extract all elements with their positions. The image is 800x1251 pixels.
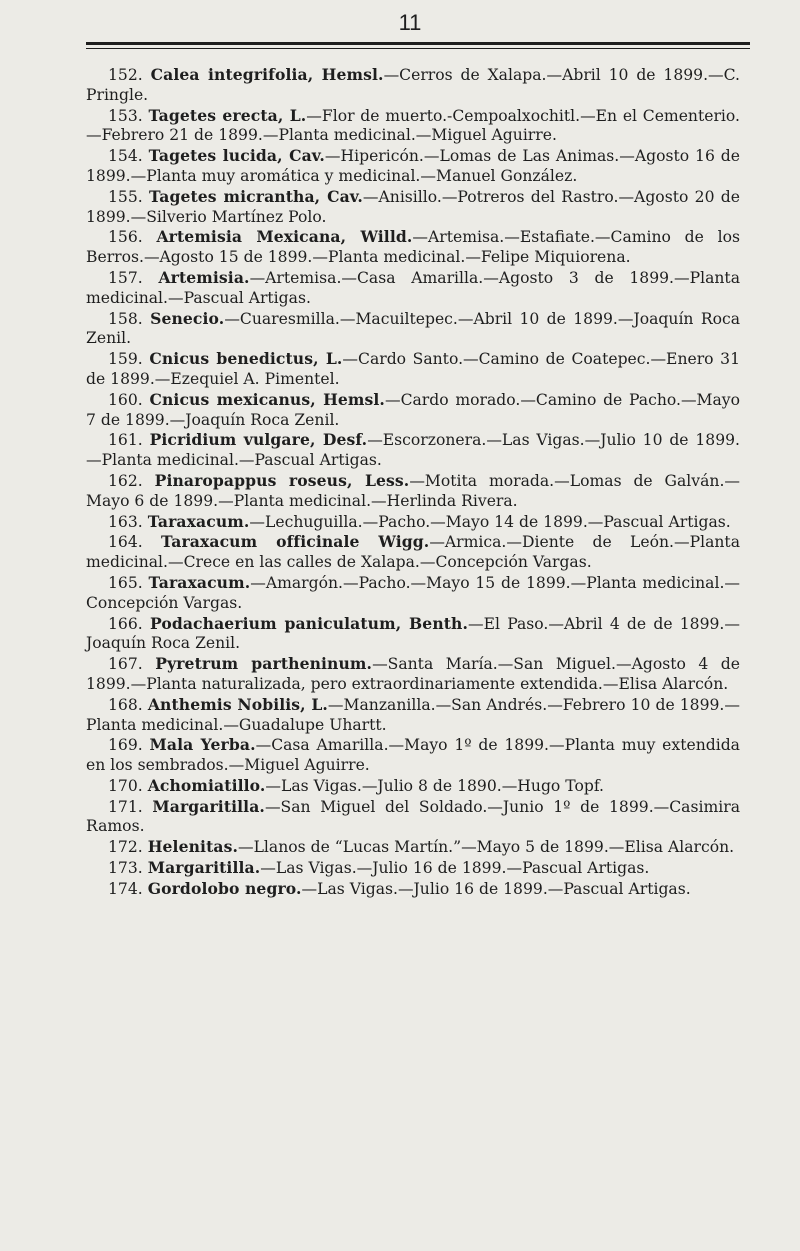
- entry-number: 163.: [108, 512, 143, 531]
- catalog-entry: [86, 654, 740, 695]
- entry-number: 168.: [108, 695, 143, 714]
- entry-number: 174.: [108, 879, 143, 898]
- catalog-entry: [86, 776, 740, 797]
- entry-species-name: Taraxacum.: [147, 511, 250, 531]
- header-rule-thick: [86, 42, 750, 45]
- entry-details: —Las Vigas.—Julio 16 de 1899.—Pascual Artigas.: [260, 859, 650, 878]
- entry-details: —San Miguel del Soldado.—Junio 1º de 1899.—Casimira Ramos.: [86, 797, 740, 836]
- catalog-entry: [86, 735, 740, 776]
- entry-number: 164.: [108, 533, 143, 552]
- entry-species-name: Taraxacum.: [148, 572, 251, 592]
- catalog-entry: [86, 390, 740, 431]
- entry-number: 165.: [108, 573, 143, 592]
- entry-details: —Las Vigas.—Julio 16 de 1899.—Pascual Artigas.: [301, 879, 691, 898]
- entry-details: —Motita morada.—Lomas de Galván.—Mayo 6 de 1899.—Planta medicinal.—Herlinda Rivera.: [86, 471, 740, 510]
- entry-details: —Manzanilla.—San Andrés.—Febrero 10 de 1899.—Planta medicinal.—Guadalupe Uhartt.: [86, 695, 740, 734]
- entry-species-name: Margaritilla.: [152, 796, 265, 816]
- catalog-entry: [86, 879, 740, 900]
- entry-details: —Armica.—Diente de León.—Planta medicinal.—Crece en las calles de Xalapa.—Concepción Vargas.: [86, 533, 740, 572]
- entry-number: 158.: [108, 309, 143, 328]
- entry-species-name: Achomiatillo.: [147, 775, 266, 795]
- entry-details: —Amargón.—Pacho.—Mayo 15 de 1899.—Planta medicinal.—Concepción Vargas.: [86, 573, 740, 612]
- entry-number: 171.: [108, 797, 143, 816]
- catalog-entry: [86, 187, 740, 228]
- entry-number: 160.: [108, 390, 143, 409]
- catalog-entry: [86, 309, 740, 350]
- entry-species-name: Tagetes micrantha, Cav.: [149, 186, 363, 206]
- entry-details: —Hipericón.—Lomas de Las Animas.—Agosto 16 de 1899.—Planta muy aromática y medicinal.—Manuel González.: [86, 147, 740, 185]
- entry-number: 167.: [108, 655, 143, 674]
- entry-number: 170.: [108, 776, 143, 795]
- entry-species-name: Senecio.: [150, 308, 225, 328]
- header-rule-thin: [86, 48, 750, 49]
- entry-number: 153.: [108, 106, 143, 125]
- entry-species-name: Helenitas.: [147, 837, 238, 857]
- entry-details: —Artemisa.—Estafiate.—Camino de los Berros.—Agosto 15 de 1899.—Planta medicinal.—Felipe Miquiorena.: [86, 228, 741, 267]
- catalog-entry: [86, 349, 740, 390]
- entry-number: 172.: [108, 838, 143, 857]
- page-number: 11: [398, 10, 422, 35]
- entry-number: 162.: [108, 471, 143, 490]
- entry-details: —Llanos de “Lucas Martín.”—Mayo 5 de 1899.—Elisa Alarcón.: [237, 838, 735, 857]
- entry-number: 152.: [108, 66, 143, 84]
- entry-species-name: Anthemis Nobilis, L.: [147, 694, 328, 714]
- catalog-entry: [86, 837, 740, 858]
- entry-species-name: Cnicus mexicanus, Hemsl.: [149, 389, 385, 409]
- catalog-entry: [86, 430, 740, 471]
- entry-details: —Cuaresmilla.—Macuiltepec.—Abril 10 de 1899.—Joaquín Roca Zenil.: [86, 309, 740, 348]
- entry-details: —Anisillo.—Potreros del Rastro.—Agosto 20 de 1899.—Silverio Martínez Polo.: [86, 187, 740, 226]
- catalog-entry: [86, 695, 740, 736]
- entry-species-name: Artemisia Mexicana, Willd.: [156, 227, 413, 247]
- entry-species-name: Mala Yerba.: [149, 735, 256, 755]
- entry-species-name: Pyretrum partheninum.: [155, 654, 373, 674]
- entry-species-name: Artemisia.: [158, 267, 250, 287]
- entry-details: —Cardo morado.—Camino de Pacho.—Mayo 7 de 1899.—Joaquín Roca Zenil.: [86, 390, 740, 429]
- entry-details: —Casa Amarilla.—Mayo 1º de 1899.—Planta muy extendida en los sembrados.—Miguel Aguirre.: [86, 736, 740, 775]
- entry-species-name: Taraxacum officinale Wigg.: [161, 532, 430, 552]
- entry-species-name: Margaritilla.: [147, 858, 261, 878]
- entry-details: —Escorzonera.—Las Vigas.—Julio 10 de 1899.—Planta medicinal.—Pascual Artigas.: [86, 431, 740, 470]
- entry-species-name: Gordolobo negro.: [147, 878, 302, 898]
- entry-species-name: Calea integrifolia, Hemsl.: [150, 65, 384, 84]
- entry-number: 173.: [108, 859, 143, 878]
- entry-number: 157.: [108, 268, 143, 287]
- entry-details: —Cardo Santo.—Camino de Coatepec.—Enero 31 de 1899.—Ezequiel A. Pimentel.: [86, 350, 740, 388]
- catalog-entry: [86, 614, 740, 655]
- catalog-entry: [86, 268, 740, 309]
- entry-details: —El Paso.—Abril 4 de de 1899.—Joaquín Roca Zenil.: [86, 614, 740, 653]
- entry-number: 155.: [108, 187, 143, 206]
- entry-number: 161.: [108, 431, 143, 450]
- entry-details: —Flor de muerto.-Cempoalxochitl.—En el Cementerio.—Febrero 21 de 1899.—Planta medicinal.—Miguel Aguirre.: [86, 106, 740, 145]
- catalog-entry: [86, 471, 740, 512]
- catalog-entry: [86, 512, 740, 533]
- entry-details: —Lechuguilla.—Pacho.—Mayo 14 de 1899.—Pascual Artigas.: [249, 512, 731, 531]
- entry-species-name: Pinaropappus roseus, Less.: [154, 470, 410, 490]
- catalog-entry: [86, 573, 740, 614]
- entry-details: —Las Vigas.—Julio 8 de 1890.—Hugo Topf.: [265, 776, 605, 795]
- entry-species-name: Tagetes lucida, Cav.: [148, 146, 325, 166]
- catalog-entry: [86, 797, 740, 838]
- catalog-entry: [86, 227, 740, 268]
- entry-list: [86, 65, 740, 900]
- catalog-entry: [86, 146, 740, 187]
- catalog-entry: [86, 532, 740, 573]
- entry-number: 156.: [108, 228, 143, 247]
- catalog-entry: [86, 65, 740, 106]
- entry-details: —Artemisa.—Casa Amarilla.—Agosto 3 de 1899.—Planta medicinal.—Pascual Artigas.: [86, 268, 740, 307]
- entry-number: 159.: [108, 350, 143, 369]
- entry-species-name: Podachaerium paniculatum, Benth.: [149, 613, 469, 633]
- catalog-entry: [86, 106, 740, 147]
- entry-number: 169.: [108, 736, 143, 755]
- entry-species-name: Tagetes erecta, L.: [148, 105, 307, 125]
- entry-species-name: Picridium vulgare, Desf.: [149, 430, 368, 450]
- entry-details: —Cerros de Xalapa.—Abril 10 de 1899.—C. Pringle.: [86, 66, 740, 104]
- entry-number: 166.: [108, 614, 143, 633]
- entry-species-name: Cnicus benedictus, L.: [149, 349, 343, 369]
- entry-details: —Santa María.—San Miguel.—Agosto 4 de 1899.—Planta naturalizada, pero extraordinariamente extendida.—Elisa Alarcón.: [86, 655, 740, 693]
- catalog-entry: [86, 858, 740, 879]
- entry-number: 154.: [108, 147, 143, 166]
